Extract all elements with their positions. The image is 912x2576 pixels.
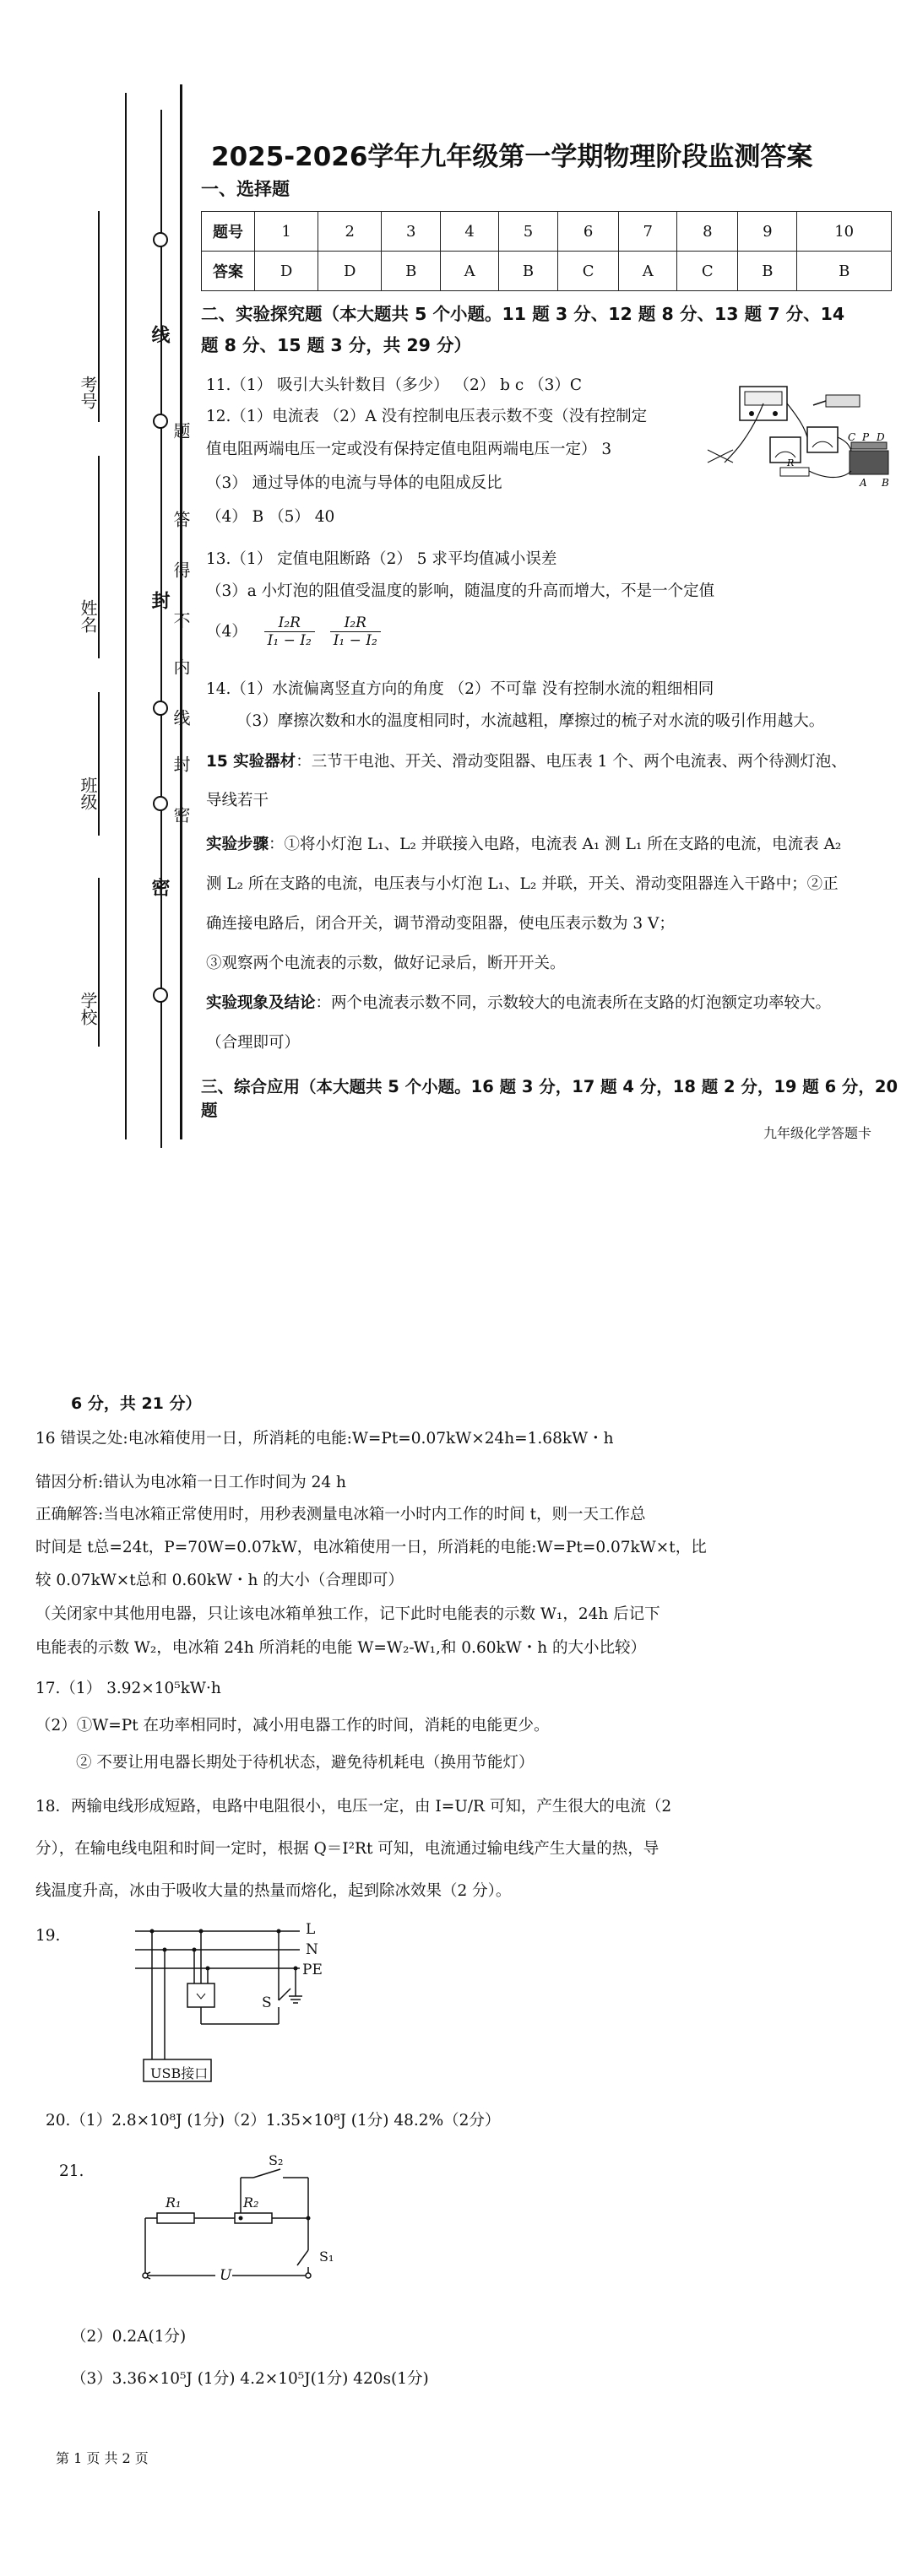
q13-line3 (206, 614, 381, 650)
q13-line3-prefix: （4） (206, 622, 247, 641)
q19-line-N: N (306, 1941, 318, 1958)
question-number: 10 (797, 212, 892, 252)
binding-line-outer (125, 93, 127, 1139)
q21-resistor-R2: R₂ (243, 2194, 259, 2211)
fraction-denominator: I₁ − I₂ (267, 632, 312, 650)
answer-cell: C (677, 252, 738, 291)
q15-steps-text: ：①将小灯泡 L₁、L₂ 并联接入电路，电流表 A₁ 测 L₁ 所在支路的电流，电流表 A₂ (269, 836, 842, 853)
answer-cell: B (382, 252, 441, 291)
answer-cell: A (441, 252, 499, 291)
q18-line3: 线温度升高，冰由于吸收大量的热量而熔化，起到除冰效果（2 分）。 (35, 1882, 512, 1900)
q16-line6: （关闭家中其他用电器，只让该电冰箱单独工作，记下此时电能表的示数 W₁，24h 后记下 (35, 1605, 660, 1623)
q21-line2: （2）0.2A(1分) (71, 2328, 187, 2346)
q15-steps-line1 (206, 836, 841, 854)
svg-text:C: C (848, 431, 856, 443)
q15-equipment-cont: 导线若干 (206, 792, 269, 809)
card-label: 九年级化学答题卡 (763, 1125, 872, 1141)
q16-line2: 错因分析:错认为电冰箱一日工作时间为 24 h (35, 1474, 346, 1491)
q21-switch-S1: S₁ (319, 2249, 334, 2265)
q19-label: 19. (35, 1927, 61, 1945)
kaohao-label: 考号 (78, 376, 98, 409)
svg-text:D: D (877, 431, 885, 443)
q15-steps-line2: 测 L₂ 所在支路的电流，电压表与小灯泡 L₁、L₂ 并联，开关、滑动变阻器连入干路中；②正 (206, 875, 839, 893)
warn-char: 密 (171, 806, 191, 825)
question-number: 5 (499, 212, 558, 252)
q15-steps-line4: ③观察两个电流表的示数，做好记录后，断开开关。 (206, 955, 566, 972)
q21-voltage-U: U (220, 2267, 232, 2284)
q15-equipment (206, 753, 847, 771)
answer-table (201, 211, 892, 291)
q19-line-L: L (306, 1921, 316, 1938)
xingming-label: 姓名 (78, 599, 98, 633)
q19-usb-label: USB接口 (150, 2065, 209, 2081)
q15-conclusion-text: ：两个电流表示数不同，示数较大的电流表所在支路的灯泡额定功率较大。 (315, 994, 832, 1012)
question-number: 6 (557, 212, 618, 252)
q16-line7: 电能表的示数 W₂，电冰箱 24h 所消耗的电能 W=W₂-W₁,和 0.60kW・h 的大小比较） (35, 1639, 647, 1657)
section-2-title-cont: 题 8 分、15 题 3 分，共 29 分） (201, 335, 472, 355)
question-number: 9 (738, 212, 797, 252)
q16-line4: 时间是 t总=24t，P=70W=0.07kW，电冰箱使用一日，所消耗的电能:W=Pt=0.07kW×t，比 (35, 1539, 707, 1556)
warn-char: 题 (171, 422, 191, 441)
q11-answer: 11.（1） 吸引大头针数目（多少） （2） b c （3）C (206, 376, 582, 394)
binding-hole (153, 796, 168, 811)
warn-char: 不 (171, 612, 191, 630)
question-number: 4 (441, 212, 499, 252)
q15-equipment-label: 15 实验器材 (206, 753, 296, 771)
fraction-numerator: I₂R (264, 614, 315, 632)
q14-line2: （3）摩擦次数和水的温度相同时，水流越粗，摩擦过的梳子对水流的吸引作用越大。 (236, 712, 825, 730)
answer-cell: D (255, 252, 318, 291)
q17-line3: ② 不要让用电器长期处于待机状态，避免待机耗电（换用节能灯） (76, 1754, 535, 1772)
svg-text:A: A (860, 477, 867, 488)
q21-circuit-diagram (135, 2151, 355, 2294)
q19-line-PE: PE (302, 1962, 323, 1978)
xian-label: 线 (149, 325, 170, 345)
answer-cell: C (557, 252, 618, 291)
q18-line1: 18．两输电线形成短路，电路中电阻很小，电压一定，由 I=U/R 可知，产生很大的电流（2 (35, 1798, 672, 1816)
fraction-denominator: I₁ − I₂ (333, 632, 377, 650)
page-number: 第 1 页 共 2 页 (56, 2450, 149, 2466)
binding-hole (153, 232, 168, 247)
banji-label: 班级 (78, 777, 98, 810)
q15-steps-label: 实验步骤 (206, 836, 269, 853)
q16-line5: 较 0.07kW×t总和 0.60kW・h 的大小（合理即可） (35, 1572, 404, 1589)
table-row (202, 252, 892, 291)
svg-text:P: P (862, 431, 870, 443)
question-number: 7 (619, 212, 677, 252)
q21-label: 21. (59, 2162, 84, 2180)
section-2-title: 二、实验探究题（本大题共 5 个小题。11 题 3 分、12 题 8 分、13 题 7 分、14 (201, 304, 845, 324)
question-number: 3 (382, 212, 441, 252)
xingming-underline (98, 456, 100, 658)
answer-page-1 (0, 0, 912, 1165)
page-title: 2025-2026学年九年级第一学期物理阶段监测答案 (211, 142, 813, 172)
q19-circuit-diagram (127, 1916, 346, 2085)
q15-conclusion-line1 (206, 994, 831, 1013)
q15-equipment-text: ：三节干电池、开关、滑动变阻器、电压表 1 个、两个电流表、两个待测灯泡、 (296, 753, 847, 771)
answer-cell: D (318, 252, 382, 291)
q15-conclusion-label: 实验现象及结论 (206, 994, 316, 1012)
answer-cell: B (738, 252, 797, 291)
table-row (202, 212, 892, 252)
q13-line1: 13.（1） 定值电阻断路（2） 5 求平均值减小误差 (206, 550, 557, 568)
fraction-numerator: I₂R (330, 614, 381, 632)
q13-formula-1 (264, 614, 315, 650)
q21-switch-S2: S₂ (269, 2152, 284, 2168)
q15-steps-line3: 确连接电路后，闭合开关，调节滑动变阻器，使电压表示数为 3 V； (206, 915, 675, 933)
q21-line3: （3）3.36×10⁵J (1分) 4.2×10⁵J(1分) 420s(1分) (71, 2370, 429, 2388)
q13-line2: （3）a 小灯泡的阻值受温度的影响，随温度的升高而增大，不是一个定值 (206, 582, 715, 600)
question-number: 1 (255, 212, 318, 252)
answer-cell: B (797, 252, 892, 291)
warn-char: 答 (171, 511, 191, 529)
warn-char: 内 (171, 658, 191, 677)
table-header-cell: 答案 (202, 252, 255, 291)
answer-cell: B (499, 252, 558, 291)
feng-label: 封 (149, 591, 170, 611)
q16-line3: 正确解答:当电冰箱正常使用时，用秒表测量电冰箱一小时内工作的时间 t，则一天工作总 (35, 1506, 646, 1523)
q20-answer: 20.（1）2.8×10⁸J (1分)（2）1.35×10⁸J (1分) 48.2%（2分） (46, 2112, 501, 2130)
binding-hole (153, 414, 168, 429)
q21-resistor-R1: R₁ (166, 2194, 182, 2211)
section-3-title: 三、综合应用（本大题共 5 个小题。16 题 3 分，17 题 4 分，18 题 2 分，19 题 6 分，20 题 (201, 1077, 898, 1120)
q15-conclusion-line2: （合理即可） (206, 1034, 301, 1052)
section-1-title: 一、选择题 (201, 179, 290, 199)
q12-line4: （4） B （5） 40 (206, 508, 335, 526)
q12-line3: （3） 通过导体的电流与导体的电阻成反比 (206, 474, 502, 492)
q17-line2: （2）①W=Pt 在功率相同时，减小用电器工作的时间，消耗的电能更少。 (35, 1717, 550, 1734)
q12-line2: 值电阻两端电压一定或没有保持定值电阻两端电压一定） 3 (206, 441, 612, 458)
q12-line1: 12.（1）电流表 （2）A 没有控制电压表示数不变（没有控制定 (206, 408, 648, 425)
binding-hole (153, 701, 168, 716)
warn-char: 封 (171, 755, 191, 774)
warn-char: 得 (171, 561, 191, 580)
table-header-cell: 题号 (202, 212, 255, 252)
q17-line1: 17.（1） 3.92×10⁵kW·h (35, 1680, 221, 1697)
binding-hole (153, 988, 168, 1003)
q18-line2: 分），在输电线电阻和时间一定时，根据 Q＝I²Rt 可知，电流通过输电线产生大量的热，导 (35, 1840, 660, 1858)
question-number: 2 (318, 212, 382, 252)
xuexiao-label: 学校 (78, 992, 98, 1026)
warn-char: 线 (171, 709, 191, 728)
svg-text:R: R (787, 457, 795, 468)
mi-label: 密 (149, 878, 170, 898)
q19-switch-S: S (262, 1994, 272, 2011)
q12-apparatus-figure (699, 370, 895, 488)
q16-line1: 16 错误之处:电冰箱使用一日，所消耗的电能:W=Pt=0.07kW×24h=1.68kW・h (35, 1430, 614, 1448)
xuexiao-underline (98, 878, 100, 1047)
q14-line1: 14.（1）水流偏离竖直方向的角度 （2）不可靠 没有控制水流的粗细相同 (206, 680, 714, 698)
answer-cell: A (619, 252, 677, 291)
q13-formula-2 (330, 614, 381, 650)
kaohao-underline (98, 211, 100, 422)
banji-underline (98, 692, 100, 836)
question-number: 8 (677, 212, 738, 252)
svg-text:B: B (882, 477, 889, 488)
section-3-title-cont: 6 分，共 21 分） (71, 1394, 202, 1413)
